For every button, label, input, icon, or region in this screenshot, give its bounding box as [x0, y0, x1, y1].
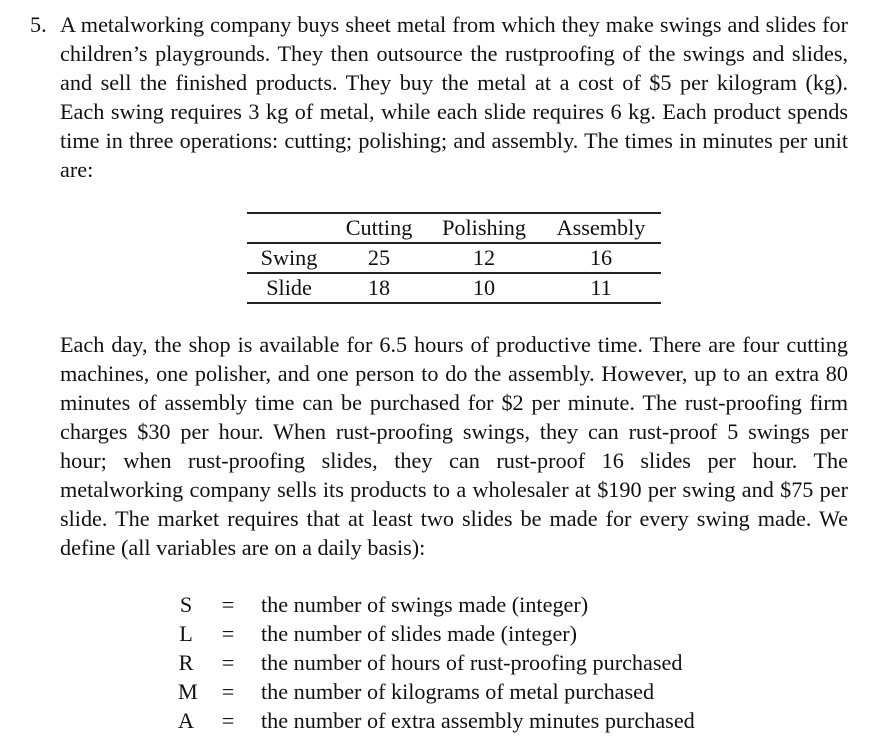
header-polishing: Polishing	[442, 215, 526, 240]
cell-swing-assembly: 16	[589, 245, 613, 270]
table-bottom-rule	[247, 302, 661, 304]
row-label-swing: Swing	[260, 245, 318, 270]
definition-row	[0, 648, 870, 677]
operation-times-table	[247, 212, 661, 304]
equals-sign: =	[221, 621, 235, 646]
variable-symbol: R	[178, 650, 194, 675]
variable-symbol: S	[179, 592, 193, 617]
variable-description: the number of kilograms of metal purchased	[261, 679, 655, 704]
problem-number: 5.	[30, 12, 47, 37]
variable-description: the number of extra assembly minutes purchased	[261, 708, 695, 733]
row-label-slide: Slide	[266, 275, 312, 300]
problem-intro-paragraph: A metalworking company buys sheet metal from which they make swings and slides for children’s playgrounds. They then outsource the rustproofing of the swings and slides, and sell the finished products. They buy the metal at a cost of $5 per kilogram (kg). Each swing requires 3 kg of metal, while each slide requires 6 kg. Each product spends time in three operations: cutting; polishing; and assembly. The times in minutes per unit are:	[60, 12, 848, 182]
cell-slide-assembly: 11	[590, 275, 612, 300]
variable-symbol: M	[178, 679, 198, 704]
variable-description: the number of swings made (integer)	[261, 592, 589, 617]
equals-sign: =	[221, 708, 235, 733]
definition-row	[0, 706, 870, 735]
header-cutting: Cutting	[345, 215, 413, 240]
variable-symbol: A	[178, 708, 195, 733]
definition-row	[0, 677, 870, 706]
variable-description: the number of hours of rust-proofing purchased	[261, 650, 683, 675]
variable-description: the number of slides made (integer)	[261, 621, 578, 646]
cell-swing-cutting: 25	[367, 245, 391, 270]
equals-sign: =	[221, 592, 235, 617]
problem-body-paragraph: Each day, the shop is available for 6.5 hours of productive time. There are four cutting machines, one polisher, and one person to do the assembly. However, up to an extra 80 minutes of assembly time can be purchased for $2 per minute. The rust-proofing firm charges $30 per hour. When rust-proofing swings, they can rust-proof 5 swings per hour; when rust-proofing slides, they can rust-proof 16 slides per hour. The metalworking company sells its products to a wholesaler at $190 per swing and $75 per slide. The market requires that at least two slides be made for every swing made. We define (all variables are on a daily basis):	[60, 332, 848, 560]
equals-sign: =	[221, 679, 235, 704]
equals-sign: =	[221, 650, 235, 675]
header-assembly: Assembly	[556, 215, 646, 240]
cell-swing-polishing: 12	[472, 245, 496, 270]
variable-symbol: L	[179, 621, 193, 646]
cell-slide-polishing: 10	[472, 275, 496, 300]
definition-row	[0, 619, 870, 648]
cell-slide-cutting: 18	[367, 275, 391, 300]
definition-row	[0, 590, 870, 619]
